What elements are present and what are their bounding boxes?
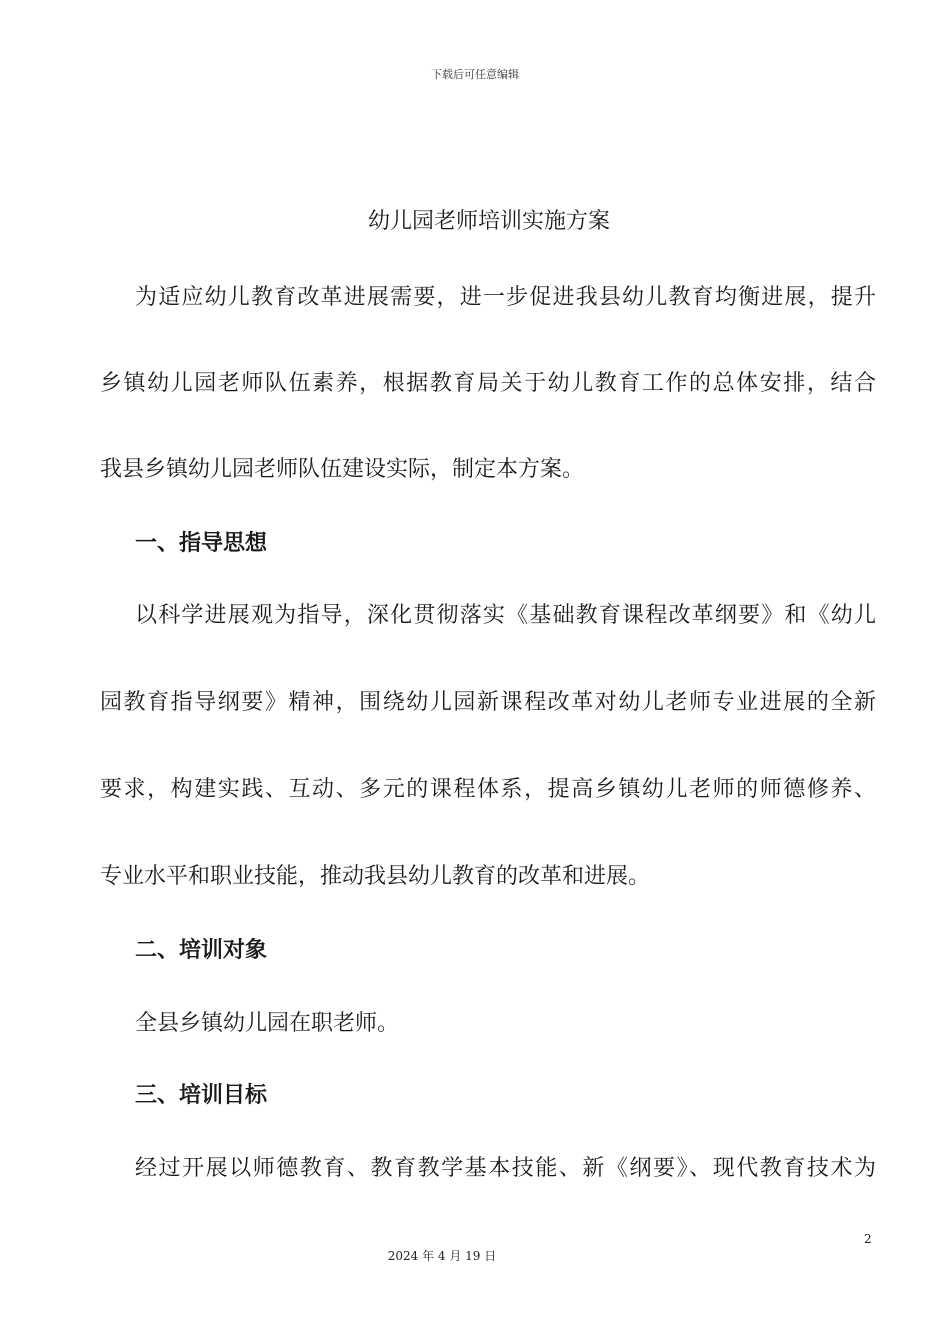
paragraph-line: 要求，构建实践、互动、多元的课程体系，提高乡镇幼儿老师的师德修养、 [100, 777, 876, 802]
document-title: 幼儿园老师培训实施方案 [367, 209, 610, 234]
paragraph-line: 以科学进展观为指导，深化贯彻落实《基础教育课程改革纲要》和《幼儿 [135, 603, 876, 628]
section-heading: 一、指导思想 [135, 531, 268, 556]
paragraph-line: 我县乡镇幼儿园老师队伍建设实际，制定本方案。 [100, 457, 585, 482]
footer-date: 2024 年 4 月 19 日 [387, 1249, 497, 1263]
section-heading: 三、培训目标 [135, 1083, 268, 1108]
page-header-note: 下载后可任意编辑 [431, 68, 519, 81]
paragraph-line: 专业水平和职业技能，推动我县幼儿教育的改革和进展。 [100, 864, 651, 889]
paragraph-line: 乡镇幼儿园老师队伍素养，根据教育局关于幼儿教育工作的总体安排，结合 [100, 371, 876, 396]
page-number: 2 [864, 1232, 872, 1246]
paragraph-line: 全县乡镇幼儿园在职老师。 [135, 1011, 400, 1036]
section-heading: 二、培训对象 [135, 938, 268, 963]
paragraph-line: 经过开展以师德教育、教育教学基本技能、新《纲要》、现代教育技术为 [135, 1156, 876, 1181]
paragraph-line: 为适应幼儿教育改革进展需要，进一步促进我县幼儿教育均衡进展，提升 [135, 285, 876, 310]
paragraph-line: 园教育指导纲要》精神，围绕幼儿园新课程改革对幼儿老师专业进展的全新 [100, 690, 876, 715]
